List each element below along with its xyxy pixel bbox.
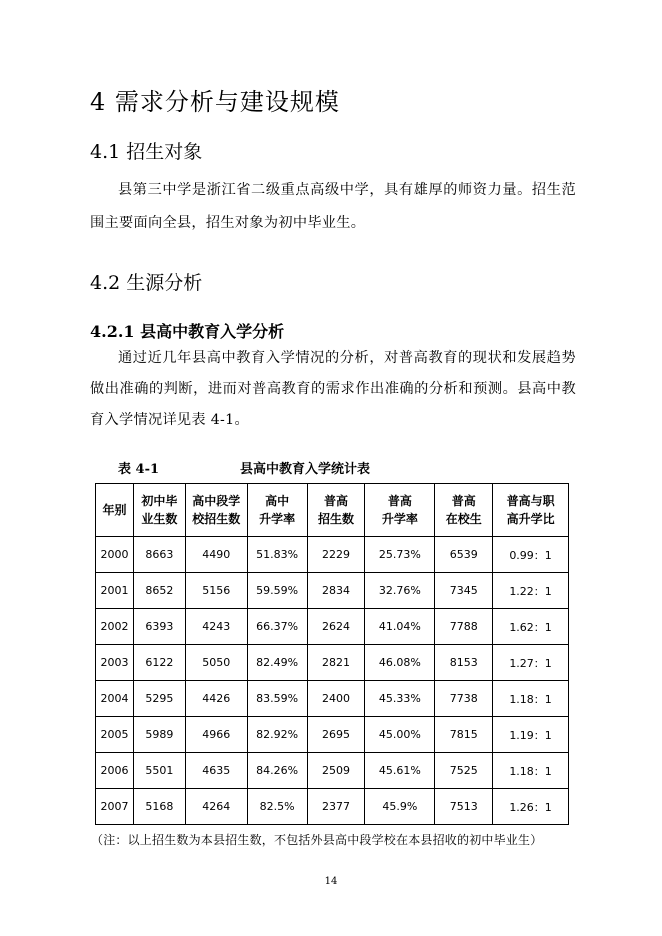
- cell-general-rate: 25.73%: [365, 537, 435, 573]
- cell-high-school-rate: 66.37%: [247, 609, 307, 645]
- cell-high-school-enrollment: 5050: [185, 645, 247, 681]
- table-row: [96, 645, 569, 681]
- cell-high-school-rate: 51.83%: [247, 537, 307, 573]
- cell-junior-graduates: 5989: [133, 717, 185, 753]
- cell-high-school-rate: 82.49%: [247, 645, 307, 681]
- enrollment-table: [95, 483, 569, 825]
- cell-high-school-enrollment: 4490: [185, 537, 247, 573]
- cell-year: 2007: [96, 789, 134, 825]
- cell-general-rate: 45.61%: [365, 753, 435, 789]
- cell-high-school-rate: 59.59%: [247, 573, 307, 609]
- header-general-students: 普高 在校生: [435, 484, 493, 537]
- cell-high-school-rate: 83.59%: [247, 681, 307, 717]
- cell-junior-graduates: 5501: [133, 753, 185, 789]
- table-note: （注：以上招生数为本县招生数，不包括外县高中段学校在本县招收的初中毕业生）: [91, 833, 543, 847]
- cell-general-students: 8153: [435, 645, 493, 681]
- table-row: [96, 717, 569, 753]
- cell-general-enrollment: 2229: [307, 537, 365, 573]
- table-number: 表 4-1: [118, 462, 160, 477]
- cell-ratio: 1.18：1: [493, 681, 569, 717]
- cell-year: 2002: [96, 609, 134, 645]
- cell-ratio: 1.22：1: [493, 573, 569, 609]
- table-title: 县高中教育入学统计表: [240, 462, 371, 477]
- cell-junior-graduates: 5295: [133, 681, 185, 717]
- cell-general-enrollment: 2377: [307, 789, 365, 825]
- cell-general-students: 7815: [435, 717, 493, 753]
- section-4-2-1-paragraph: 通过近几年县高中教育入学情况的分析，对普高教育的现状和发展趋势做出准确的判断，进而对普高教育的需求作出准确的分析和预测。县高中教育入学情况详见表 4-1。: [90, 350, 576, 428]
- cell-general-enrollment: 2400: [307, 681, 365, 717]
- cell-junior-graduates: 6393: [133, 609, 185, 645]
- cell-general-rate: 45.33%: [365, 681, 435, 717]
- cell-ratio: 0.99：1: [493, 537, 569, 573]
- header-general-enrollment: 普高 招生数: [307, 484, 365, 537]
- table-header-row: [96, 484, 569, 537]
- cell-year: 2005: [96, 717, 134, 753]
- cell-general-students: 6539: [435, 537, 493, 573]
- cell-general-enrollment: 2624: [307, 609, 365, 645]
- cell-general-students: 7525: [435, 753, 493, 789]
- cell-general-enrollment: 2509: [307, 753, 365, 789]
- cell-general-students: 7345: [435, 573, 493, 609]
- cell-year: 2000: [96, 537, 134, 573]
- cell-junior-graduates: 6122: [133, 645, 185, 681]
- cell-general-students: 7513: [435, 789, 493, 825]
- cell-ratio: 1.62：1: [493, 609, 569, 645]
- cell-high-school-enrollment: 4635: [185, 753, 247, 789]
- header-high-school-rate: 高中 升学率: [247, 484, 307, 537]
- cell-high-school-rate: 82.92%: [247, 717, 307, 753]
- table-row: [96, 609, 569, 645]
- table-row: [96, 573, 569, 609]
- cell-high-school-enrollment: 4243: [185, 609, 247, 645]
- header-junior-graduates: 初中毕 业生数: [133, 484, 185, 537]
- header-year: 年别: [96, 484, 134, 537]
- header-high-school-enrollment: 高中段学 校招生数: [185, 484, 247, 537]
- table-row: [96, 753, 569, 789]
- cell-high-school-enrollment: 5156: [185, 573, 247, 609]
- cell-junior-graduates: 5168: [133, 789, 185, 825]
- header-general-rate: 普高 升学率: [365, 484, 435, 537]
- cell-general-enrollment: 2695: [307, 717, 365, 753]
- cell-general-students: 7788: [435, 609, 493, 645]
- cell-general-rate: 41.04%: [365, 609, 435, 645]
- cell-general-rate: 45.9%: [365, 789, 435, 825]
- cell-high-school-enrollment: 4264: [185, 789, 247, 825]
- section-4-2-title: 4.2 生源分析: [90, 272, 203, 294]
- cell-year: 2001: [96, 573, 134, 609]
- table-row: [96, 789, 569, 825]
- cell-year: 2004: [96, 681, 134, 717]
- cell-ratio: 1.26：1: [493, 789, 569, 825]
- cell-ratio: 1.27：1: [493, 645, 569, 681]
- cell-junior-graduates: 8663: [133, 537, 185, 573]
- cell-general-rate: 32.76%: [365, 573, 435, 609]
- cell-general-students: 7738: [435, 681, 493, 717]
- section-4-1-title: 4.1 招生对象: [90, 141, 203, 163]
- page-number: 14: [324, 876, 338, 887]
- cell-high-school-rate: 84.26%: [247, 753, 307, 789]
- cell-general-enrollment: 2834: [307, 573, 365, 609]
- cell-year: 2003: [96, 645, 134, 681]
- section-4-1-paragraph: 县第三中学是浙江省二级重点高级中学，具有雄厚的师资力量。招生范围主要面向全县，招生对象为初中毕业生。: [90, 182, 576, 231]
- section-4-2-1-title: 4.2.1 县高中教育入学分析: [90, 322, 285, 341]
- cell-high-school-enrollment: 4966: [185, 717, 247, 753]
- cell-high-school-enrollment: 4426: [185, 681, 247, 717]
- cell-general-enrollment: 2821: [307, 645, 365, 681]
- cell-ratio: 1.18：1: [493, 753, 569, 789]
- table-row: [96, 537, 569, 573]
- cell-high-school-rate: 82.5%: [247, 789, 307, 825]
- cell-general-rate: 45.00%: [365, 717, 435, 753]
- cell-junior-graduates: 8652: [133, 573, 185, 609]
- header-general-vocational-ratio: 普高与职 高升学比: [493, 484, 569, 537]
- cell-general-rate: 46.08%: [365, 645, 435, 681]
- cell-ratio: 1.19：1: [493, 717, 569, 753]
- chapter-heading: 4 需求分析与建设规模: [90, 88, 340, 116]
- table-row: [96, 681, 569, 717]
- cell-year: 2006: [96, 753, 134, 789]
